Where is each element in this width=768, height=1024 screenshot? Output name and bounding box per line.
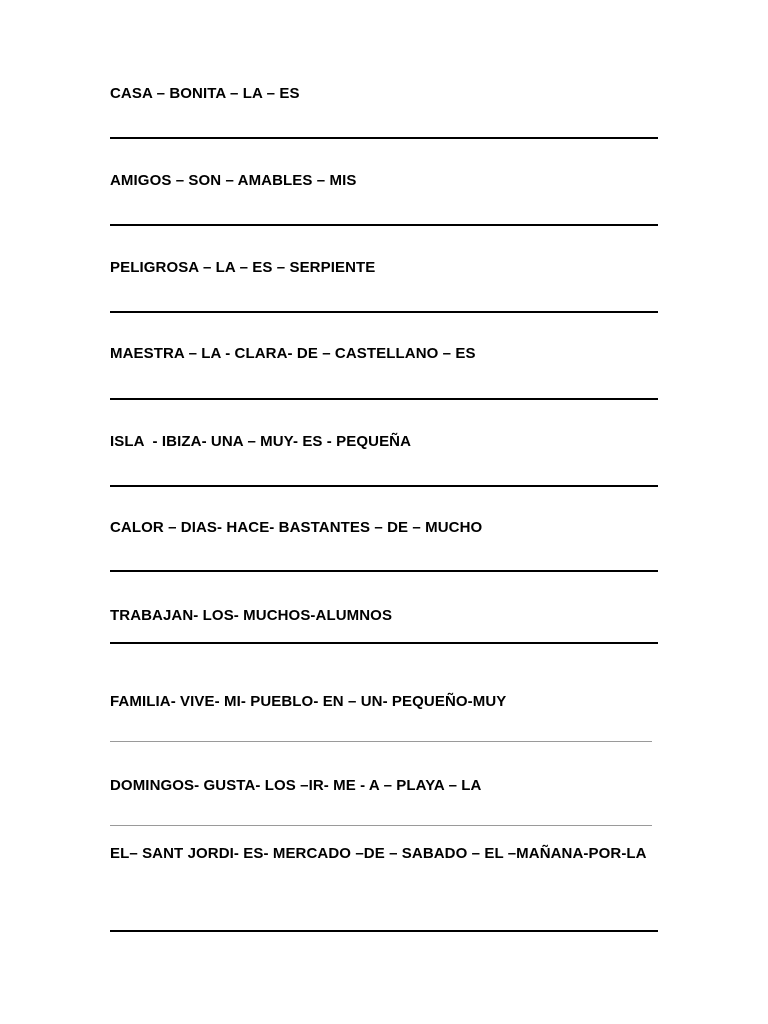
- answer-line[interactable]: [110, 741, 652, 742]
- exercise-prompt: TRABAJAN- LOS- MUCHOS-ALUMNOS: [110, 607, 393, 624]
- answer-line[interactable]: [110, 930, 658, 932]
- exercise-prompt: FAMILIA- VIVE- MI- PUEBLO- EN – UN- PEQUEÑO-MUY: [110, 693, 507, 710]
- answer-line[interactable]: [110, 642, 658, 644]
- exercise-prompt: CALOR – DIAS- HACE- BASTANTES – DE – MUCHO: [110, 519, 483, 536]
- answer-line[interactable]: [110, 224, 658, 226]
- exercise-prompt: EL– SANT JORDI- ES- MERCADO –DE – SABADO – EL –MAÑANA-POR-LA: [110, 845, 647, 862]
- exercise-prompt: PELIGROSA – LA – ES – SERPIENTE: [110, 259, 376, 276]
- answer-line[interactable]: [110, 570, 658, 572]
- answer-line[interactable]: [110, 825, 652, 826]
- exercise-prompt: ISLA - IBIZA- UNA – MUY- ES - PEQUEÑA: [110, 433, 412, 450]
- answer-line[interactable]: [110, 485, 658, 487]
- answer-line[interactable]: [110, 398, 658, 400]
- answer-line[interactable]: [110, 137, 658, 139]
- exercise-prompt: CASA – BONITA – LA – ES: [110, 85, 300, 102]
- answer-line[interactable]: [110, 311, 658, 313]
- exercise-prompt: MAESTRA – LA - CLARA- DE – CASTELLANO – ES: [110, 345, 476, 362]
- exercise-prompt: AMIGOS – SON – AMABLES – MIS: [110, 172, 357, 189]
- exercise-prompt: DOMINGOS- GUSTA- LOS –IR- ME - A – PLAYA – LA: [110, 777, 482, 794]
